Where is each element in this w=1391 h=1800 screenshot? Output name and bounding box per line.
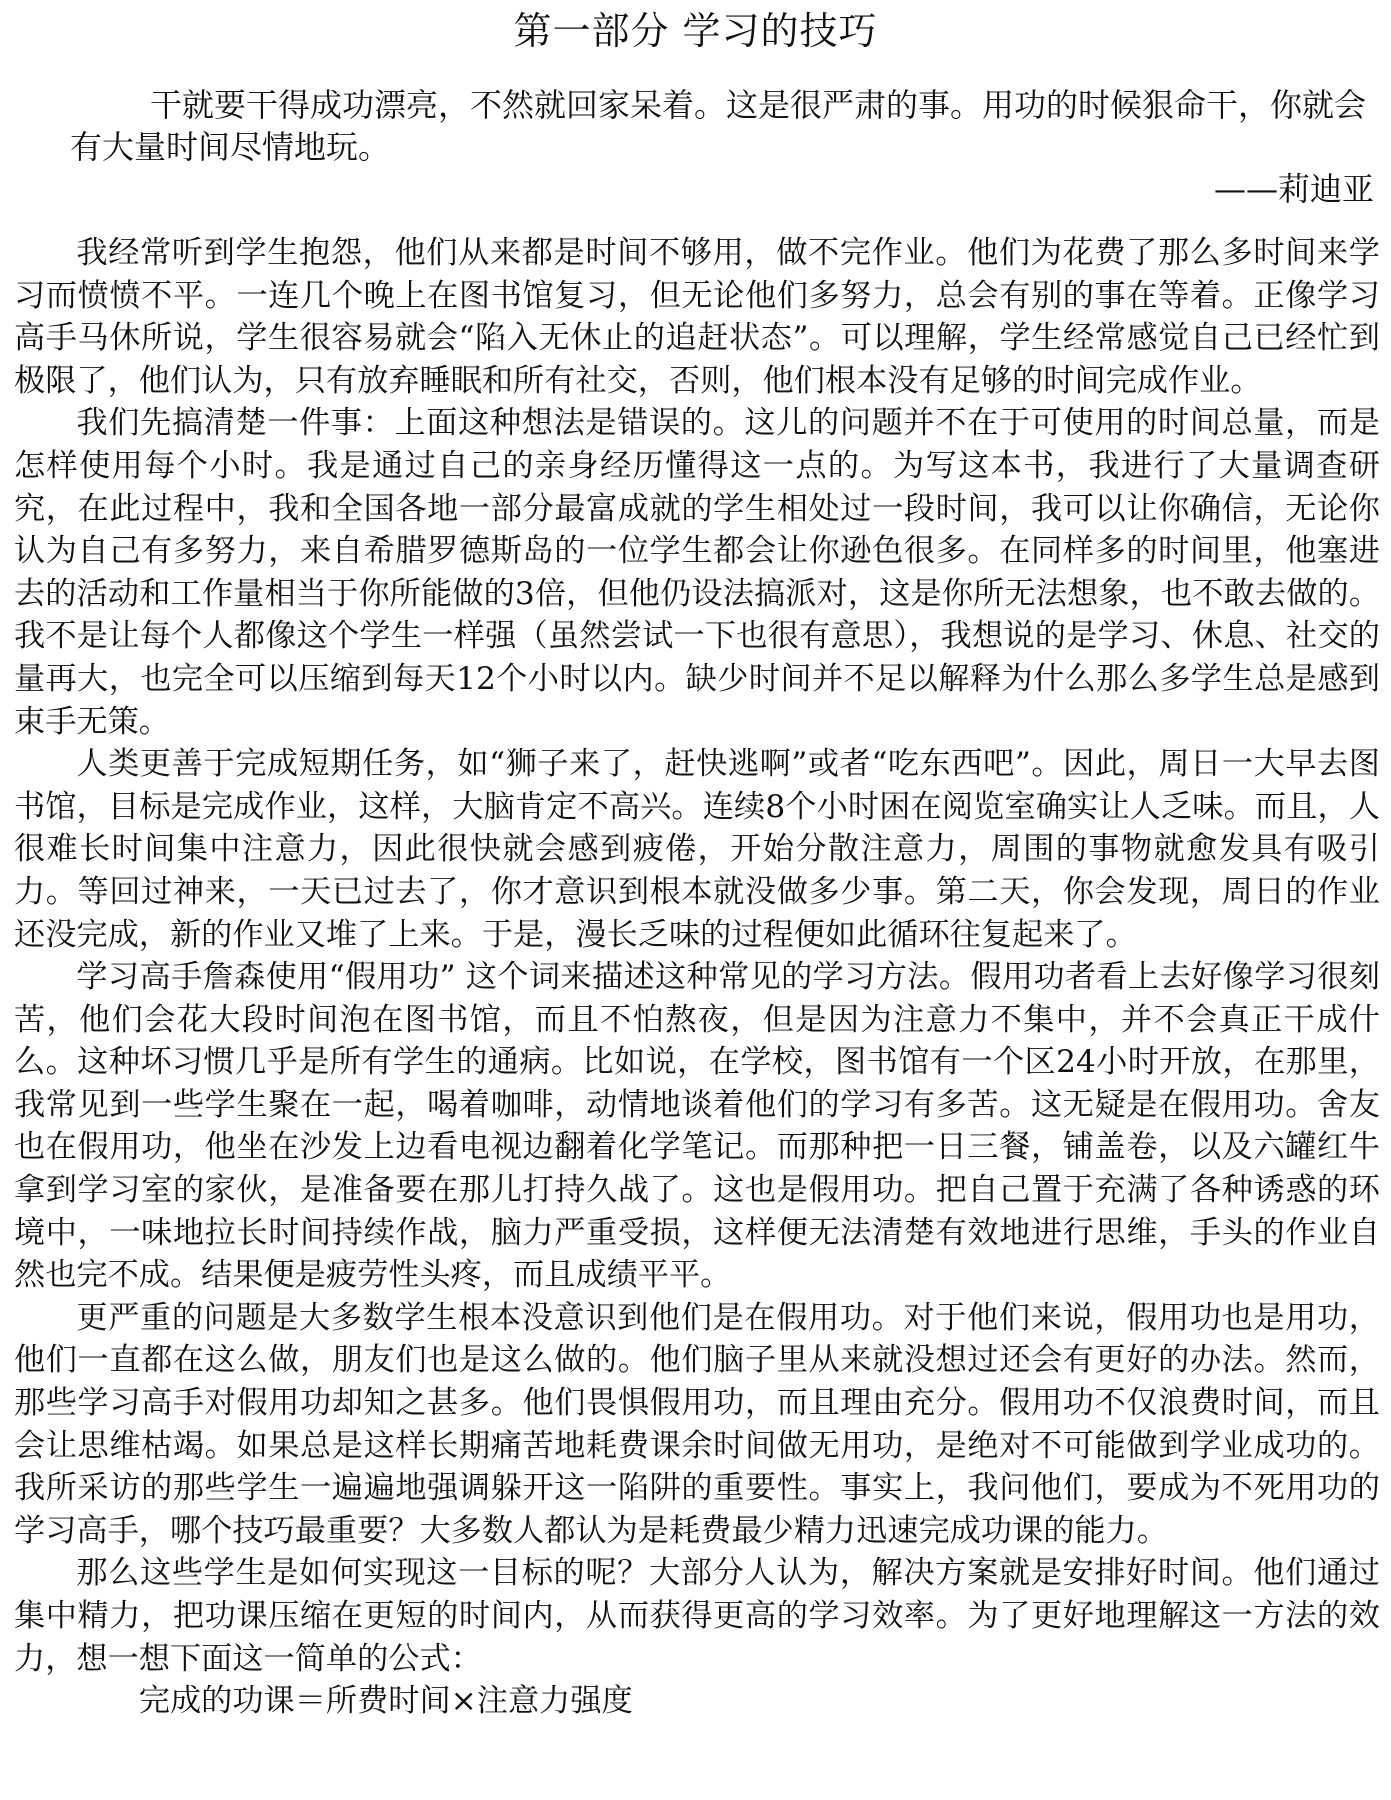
body-text	[14, 232, 1380, 1723]
paragraph: 学习高手詹森使用“假用功” 这个词来描述这种常见的学习方法。假用功者看上去好像学习很刻苦，他们会花大段时间泡在图书馆，而且不怕熬夜，但是因为注意力不集中，并不会真正干成什么。这种坏习惯几乎是所有学生的通病。比如说，在学校，图书馆有一个区24小时开放，在那里，我常见到一些学生聚在一起，喝着咖啡，动情地谈着他们的学习有多苦。这无疑是在假用功。舍友也在假用功，他坐在沙发上边看电视边翻着化学笔记。而那种把一日三餐，铺盖卷，以及六罐红牛拿到学习室的家伙，是准备要在那儿打持久战了。这也是假用功。把自己置于充满了各种诱惑的环境中，一味地拉长时间持续作战，脑力严重受损，这样便无法清楚有效地进行思维，手头的作业自然也完不成。结果便是疲劳性头疼，而且成绩平平。	[14, 959, 1380, 1294]
paragraph: 我们先搞清楚一件事：上面这种想法是错误的。这儿的问题并不在于可使用的时间总量，而是怎样使用每个小时。我是通过自己的亲身经历懂得这一点的。为写这本书，我进行了大量调查研究，在此过程中，我和全国各地一部分最富成就的学生相处过一段时间，我可以让你确信，无论你认为自己有多努力，来自希腊罗德斯岛的一位学生都会让你逊色很多。在同样多的时间里，他塞进去的活动和工作量相当于你所能做的3倍，但他仍设法搞派对，这是你所无法想象，也不敢去做的。我不是让每个人都像这个学生一样强（虽然尝试一下也很有意思），我想说的是学习、休息、社交的量再大，也完全可以压缩到每天12个小时以内。缺少时间并不足以解释为什么那么多学生总是感到束手无策。	[14, 405, 1380, 740]
chapter-title: 第一部分 学习的技巧	[513, 9, 878, 53]
epigraph-quote: 干就要干得成功漂亮，不然就回家呆着。这是很严肃的事。用功的时候狠命干，你就会有大量时间尽情地玩。	[70, 86, 1367, 166]
paragraph: 人类更善于完成短期任务，如“狮子来了，赶快逃啊”或者“吃东西吧”。因此，周日一大早去图书馆，目标是完成作业，这样，大脑肯定不高兴。连续8个小时困在阅览室确实让人乏味。而且，人很难长时间集中注意力，因此很快就会感到疲倦，开始分散注意力，周围的事物就愈发具有吸引力。等回过神来，一天已过去了，你才意识到根本就没做多少事。第二天，你会发现，周日的作业还没完成，新的作业又堆了上来。于是，漫长乏味的过程便如此循环往复起来了。	[14, 746, 1380, 953]
paragraph: 我经常听到学生抱怨，他们从来都是时间不够用，做不完作业。他们为花费了那么多时间来学习而愤愤不平。一连几个晚上在图书馆复习，但无论他们多努力，总会有别的事在等着。正像学习高手马休所说，学生很容易就会“陷入无休止的追赶状态”。可以理解，学生经常感觉自己已经忙到极限了，他们认为，只有放弃睡眠和所有社交，否则，他们根本没有足够的时间完成作业。	[14, 235, 1380, 399]
paragraph: 那么这些学生是如何实现这一目标的呢？大部分人认为，解决方案就是安排好时间。他们通过集中精力，把功课压缩在更短的时间内，从而获得更高的学习效率。为了更好地理解这一方法的效力，想一想下面这一简单的公式：	[14, 1555, 1380, 1677]
paragraph: 更严重的问题是大多数学生根本没意识到他们是在假用功。对于他们来说，假用功也是用功，他们一直都在这么做，朋友们也是这么做的。他们脑子里从来就没想过还会有更好的办法。然而，那些学习高手对假用功却知之甚多。他们畏惧假用功，而且理由充分。假用功不仅浪费时间，而且会让思维枯竭。如果总是这样长期痛苦地耗费课余时间做无用功，是绝对不可能做到学业成功的。我所采访的那些学生一遍遍地强调躲开这一陷阱的重要性。事实上，我问他们，要成为不死用功的学习高手，哪个技巧最重要？大多数人都认为是耗费最少精力迅速完成功课的能力。	[14, 1299, 1380, 1549]
epigraph	[70, 84, 1380, 210]
epigraph-author: ——莉迪亚	[1213, 170, 1374, 208]
formula: 完成的功课＝所费时间×注意力强度	[138, 1683, 633, 1720]
